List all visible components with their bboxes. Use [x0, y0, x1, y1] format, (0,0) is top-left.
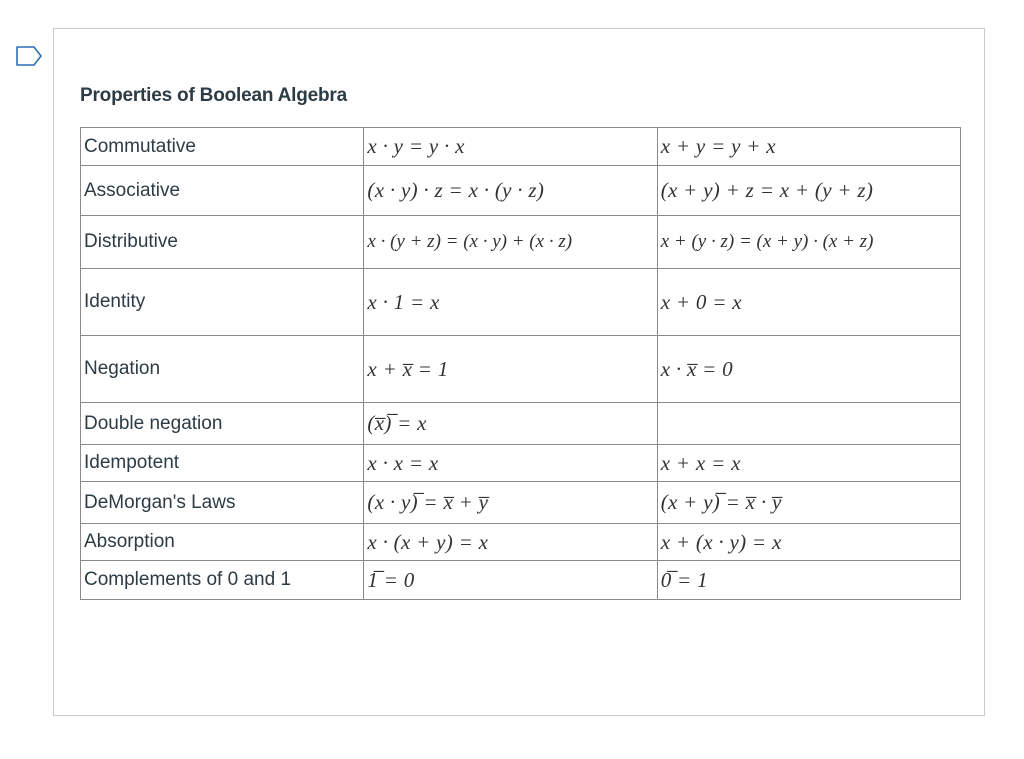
- property-name: Absorption: [81, 524, 364, 561]
- flag-question-icon[interactable]: [15, 45, 43, 67]
- law-2: (x + y) + z = x + (y + z): [657, 166, 960, 216]
- law-2: [657, 403, 960, 445]
- table-row: [81, 524, 961, 561]
- properties-table: [80, 127, 961, 600]
- property-name: Distributive: [81, 216, 364, 269]
- law-2: 0̅ = 1: [657, 561, 960, 600]
- law-2: x · x̅ = 0: [657, 336, 960, 403]
- law-2: x + 0 = x: [657, 269, 960, 336]
- law-1: x · (x + y) = x: [364, 524, 657, 561]
- law-2: (x + y)̅ = x̅ · y̅: [657, 482, 960, 524]
- law-1: x · 1 = x: [364, 269, 657, 336]
- table-row: [81, 128, 961, 166]
- law-2: x + (y · z) = (x + y) · (x + z): [657, 216, 960, 269]
- law-1: x · x = x: [364, 445, 657, 482]
- property-name: Commutative: [81, 128, 364, 166]
- law-2: x + x = x: [657, 445, 960, 482]
- law-1: x · y = y · x: [364, 128, 657, 166]
- law-1: x · (y + z) = (x · y) + (x · z): [364, 216, 657, 269]
- law-1: (x̅)̅ = x: [364, 403, 657, 445]
- table-row: [81, 166, 961, 216]
- law-1: (x · y) · z = x · (y · z): [364, 166, 657, 216]
- law-1: 1̅ = 0: [364, 561, 657, 600]
- law-2: x + y = y + x: [657, 128, 960, 166]
- property-name: Negation: [81, 336, 364, 403]
- property-name: Double negation: [81, 403, 364, 445]
- law-2: x + (x · y) = x: [657, 524, 960, 561]
- property-name: Associative: [81, 166, 364, 216]
- property-name: Complements of 0 and 1: [81, 561, 364, 600]
- property-name: DeMorgan's Laws: [81, 482, 364, 524]
- table-row: [81, 336, 961, 403]
- property-name: Idempotent: [81, 445, 364, 482]
- table-row: [81, 403, 961, 445]
- table-row: [81, 482, 961, 524]
- law-1: (x · y)̅ = x̅ + y̅: [364, 482, 657, 524]
- property-name: Identity: [81, 269, 364, 336]
- table-row: [81, 269, 961, 336]
- table-row: [81, 216, 961, 269]
- question-card: [53, 28, 985, 716]
- law-1: x + x̅ = 1: [364, 336, 657, 403]
- page-title: Properties of Boolean Algebra: [80, 85, 347, 106]
- table-row: [81, 561, 961, 600]
- table-row: [81, 445, 961, 482]
